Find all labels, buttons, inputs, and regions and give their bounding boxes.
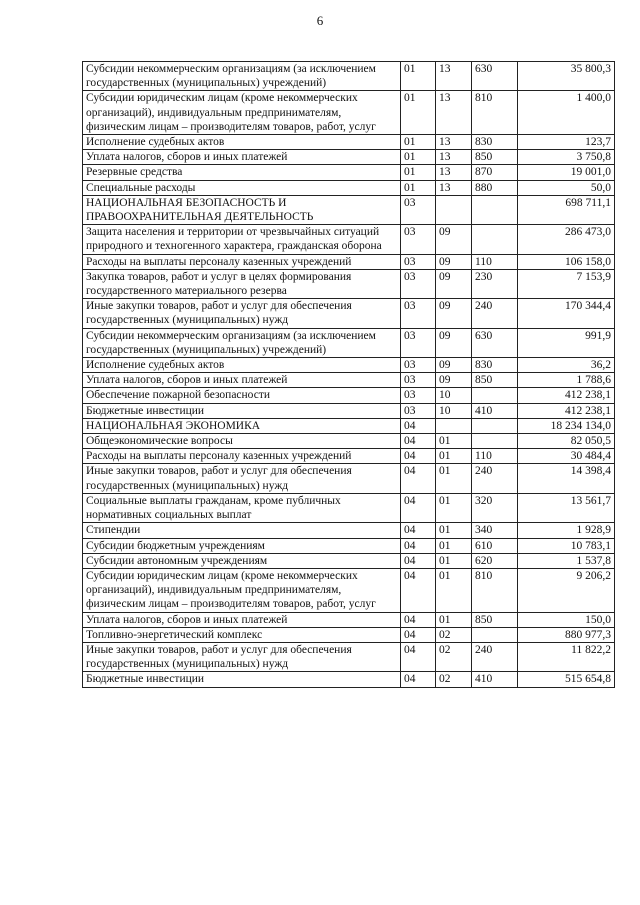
row-name-cell: Субсидии некоммерческим организациям (за исключением государственных (муниципальных) учреждений) [83,62,401,91]
row-name-cell: Иные закупки товаров, работ и услуг для обеспечения государственных (муниципальных) нужд [83,464,401,493]
row-name-cell: Иные закупки товаров, работ и услуг для обеспечения государственных (муниципальных) нужд [83,642,401,671]
row-subsection-cell: 13 [436,180,472,195]
row-section-cell: 04 [401,418,436,433]
row-section-cell: 03 [401,195,436,224]
row-section-cell: 01 [401,180,436,195]
row-name-cell: Уплата налогов, сборов и иных платежей [83,373,401,388]
row-name-cell: Специальные расходы [83,180,401,195]
row-section-cell: 03 [401,299,436,328]
row-name-cell: НАЦИОНАЛЬНАЯ ЭКОНОМИКА [83,418,401,433]
row-amount-cell: 412 238,1 [518,403,615,418]
row-name-cell: Субсидии некоммерческим организациям (за исключением государственных (муниципальных) учреждений) [83,328,401,357]
row-section-cell: 01 [401,91,436,135]
row-name-cell: Иные закупки товаров, работ и услуг для обеспечения государственных (муниципальных) нужд [83,299,401,328]
row-amount-cell: 9 206,2 [518,568,615,612]
row-subsection-cell: 09 [436,373,472,388]
row-section-cell: 03 [401,373,436,388]
row-expense-kind-cell [472,627,518,642]
table-row [83,225,615,254]
row-name-cell: Закупка товаров, работ и услуг в целях формирования государственного материального резерва [83,269,401,298]
row-expense-kind-cell [472,225,518,254]
row-expense-kind-cell: 810 [472,91,518,135]
budget-allocation-table [82,61,615,688]
row-name-cell: Резервные средства [83,165,401,180]
row-subsection-cell [436,195,472,224]
table-row [83,91,615,135]
row-amount-cell: 123,7 [518,135,615,150]
row-subsection-cell: 01 [436,568,472,612]
row-subsection-cell: 01 [436,523,472,538]
table-row [83,538,615,553]
row-name-cell: Исполнение судебных актов [83,135,401,150]
row-name-cell: Бюджетные инвестиции [83,672,401,687]
row-subsection-cell [436,418,472,433]
row-subsection-cell: 01 [436,493,472,522]
table-row [83,612,615,627]
row-subsection-cell: 01 [436,434,472,449]
table-row [83,328,615,357]
row-amount-cell: 991,9 [518,328,615,357]
row-expense-kind-cell: 110 [472,254,518,269]
row-name-cell: Уплата налогов, сборов и иных платежей [83,612,401,627]
row-name-cell: Уплата налогов, сборов и иных платежей [83,150,401,165]
row-expense-kind-cell: 240 [472,642,518,671]
table-row [83,449,615,464]
row-amount-cell: 13 561,7 [518,493,615,522]
row-subsection-cell: 13 [436,91,472,135]
row-section-cell: 04 [401,642,436,671]
row-expense-kind-cell: 850 [472,612,518,627]
row-subsection-cell: 01 [436,538,472,553]
row-expense-kind-cell: 810 [472,568,518,612]
table-row [83,403,615,418]
row-section-cell: 04 [401,627,436,642]
row-expense-kind-cell: 340 [472,523,518,538]
row-expense-kind-cell: 320 [472,493,518,522]
row-subsection-cell: 09 [436,269,472,298]
row-section-cell: 04 [401,672,436,687]
row-amount-cell: 1 788,6 [518,373,615,388]
row-section-cell: 03 [401,225,436,254]
row-section-cell: 04 [401,553,436,568]
row-expense-kind-cell: 850 [472,373,518,388]
table-row [83,180,615,195]
row-amount-cell: 35 800,3 [518,62,615,91]
table-row [83,269,615,298]
row-section-cell: 04 [401,612,436,627]
row-expense-kind-cell: 830 [472,358,518,373]
row-section-cell: 04 [401,449,436,464]
row-name-cell: Стипендии [83,523,401,538]
row-amount-cell: 170 344,4 [518,299,615,328]
table-row [83,195,615,224]
table-row [83,62,615,91]
row-expense-kind-cell: 110 [472,449,518,464]
row-amount-cell: 150,0 [518,612,615,627]
table-row [83,254,615,269]
row-subsection-cell: 09 [436,358,472,373]
row-section-cell: 04 [401,538,436,553]
row-subsection-cell: 02 [436,642,472,671]
row-subsection-cell: 02 [436,672,472,687]
row-section-cell: 04 [401,523,436,538]
table-row [83,358,615,373]
row-amount-cell: 106 158,0 [518,254,615,269]
row-expense-kind-cell: 410 [472,403,518,418]
row-amount-cell: 36,2 [518,358,615,373]
row-name-cell: Расходы на выплаты персоналу казенных учреждений [83,449,401,464]
row-section-cell: 04 [401,493,436,522]
row-amount-cell: 14 398,4 [518,464,615,493]
table-row [83,299,615,328]
row-name-cell: Субсидии бюджетным учреждениям [83,538,401,553]
table-row [83,165,615,180]
row-amount-cell: 11 822,2 [518,642,615,671]
row-section-cell: 03 [401,403,436,418]
row-expense-kind-cell [472,388,518,403]
row-subsection-cell: 13 [436,150,472,165]
row-amount-cell: 30 484,4 [518,449,615,464]
row-section-cell: 03 [401,328,436,357]
row-subsection-cell: 09 [436,299,472,328]
row-amount-cell: 1 928,9 [518,523,615,538]
row-name-cell: Общеэкономические вопросы [83,434,401,449]
row-amount-cell: 10 783,1 [518,538,615,553]
row-name-cell: Топливно-энергетический комплекс [83,627,401,642]
row-name-cell: Субсидии автономным учреждениям [83,553,401,568]
table-row [83,553,615,568]
row-expense-kind-cell: 610 [472,538,518,553]
row-expense-kind-cell: 630 [472,62,518,91]
row-subsection-cell: 09 [436,225,472,254]
table-row [83,672,615,687]
row-section-cell: 04 [401,464,436,493]
table-row [83,464,615,493]
row-section-cell: 04 [401,434,436,449]
row-expense-kind-cell: 880 [472,180,518,195]
row-amount-cell: 286 473,0 [518,225,615,254]
row-amount-cell: 82 050,5 [518,434,615,449]
row-amount-cell: 3 750,8 [518,150,615,165]
row-expense-kind-cell: 620 [472,553,518,568]
row-subsection-cell: 13 [436,62,472,91]
row-expense-kind-cell: 230 [472,269,518,298]
row-name-cell: Обеспечение пожарной безопасности [83,388,401,403]
table-row [83,493,615,522]
row-name-cell: Расходы на выплаты персоналу казенных учреждений [83,254,401,269]
table-row [83,627,615,642]
row-expense-kind-cell: 850 [472,150,518,165]
row-name-cell: Бюджетные инвестиции [83,403,401,418]
row-amount-cell: 698 711,1 [518,195,615,224]
row-expense-kind-cell: 240 [472,464,518,493]
row-name-cell: Исполнение судебных актов [83,358,401,373]
table-row [83,434,615,449]
row-name-cell: Субсидии юридическим лицам (кроме некоммерческих организаций), индивидуальным предпринимателям, физическим лицам – производителям товаров, работ, услуг [83,91,401,135]
row-section-cell: 03 [401,254,436,269]
row-name-cell: Защита населения и территории от чрезвычайных ситуаций природного и техногенного характера, гражданская оборона [83,225,401,254]
row-amount-cell: 515 654,8 [518,672,615,687]
table-row [83,418,615,433]
row-expense-kind-cell [472,434,518,449]
row-section-cell: 01 [401,62,436,91]
row-expense-kind-cell: 410 [472,672,518,687]
row-expense-kind-cell: 630 [472,328,518,357]
row-subsection-cell: 01 [436,449,472,464]
row-subsection-cell: 10 [436,388,472,403]
row-section-cell: 01 [401,165,436,180]
row-amount-cell: 50,0 [518,180,615,195]
row-section-cell: 03 [401,358,436,373]
row-name-cell: Социальные выплаты гражданам, кроме публичных нормативных социальных выплат [83,493,401,522]
row-subsection-cell: 01 [436,464,472,493]
table-row [83,135,615,150]
row-expense-kind-cell: 830 [472,135,518,150]
row-section-cell: 01 [401,135,436,150]
row-subsection-cell: 10 [436,403,472,418]
row-subsection-cell: 13 [436,165,472,180]
table-row [83,373,615,388]
page-number: 6 [316,13,324,28]
row-section-cell: 03 [401,269,436,298]
row-name-cell: Субсидии юридическим лицам (кроме некоммерческих организаций), индивидуальным предпринимателям, физическим лицам – производителям товаров, работ, услуг [83,568,401,612]
row-subsection-cell: 09 [436,254,472,269]
row-section-cell: 01 [401,150,436,165]
row-subsection-cell: 09 [436,328,472,357]
row-subsection-cell: 02 [436,627,472,642]
table-row [83,523,615,538]
row-amount-cell: 1 537,8 [518,553,615,568]
row-amount-cell: 7 153,9 [518,269,615,298]
table-row [83,150,615,165]
row-amount-cell: 19 001,0 [518,165,615,180]
row-amount-cell: 412 238,1 [518,388,615,403]
row-amount-cell: 1 400,0 [518,91,615,135]
row-name-cell: НАЦИОНАЛЬНАЯ БЕЗОПАСНОСТЬ И ПРАВООХРАНИТЕЛЬНАЯ ДЕЯТЕЛЬНОСТЬ [83,195,401,224]
table-row [83,568,615,612]
row-expense-kind-cell [472,418,518,433]
row-subsection-cell: 13 [436,135,472,150]
row-expense-kind-cell: 240 [472,299,518,328]
budget-table-body [83,62,615,688]
table-row [83,642,615,671]
row-subsection-cell: 01 [436,612,472,627]
row-expense-kind-cell [472,195,518,224]
row-amount-cell: 18 234 134,0 [518,418,615,433]
row-section-cell: 04 [401,568,436,612]
row-expense-kind-cell: 870 [472,165,518,180]
row-amount-cell: 880 977,3 [518,627,615,642]
row-subsection-cell: 01 [436,553,472,568]
row-section-cell: 03 [401,388,436,403]
table-row [83,388,615,403]
